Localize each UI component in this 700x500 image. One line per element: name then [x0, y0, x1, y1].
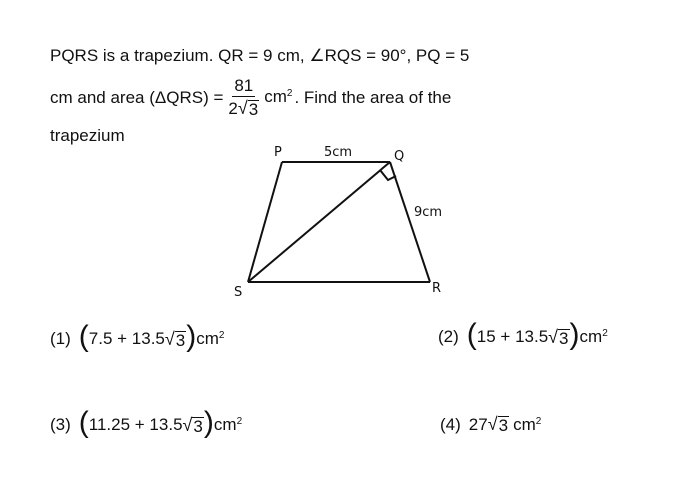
option-2[interactable]: (2) ( 15 + 13.5 √ 3 ) $cm^2$: [438, 318, 608, 351]
label-p: P: [274, 145, 282, 160]
option-4-expression: 27: [468, 414, 488, 434]
option-1[interactable]: (1) ( 7.5 + 13.5 √ 3 ) $cm^2$: [50, 320, 225, 353]
label-q: Q: [394, 149, 405, 164]
option-1-number: (1): [50, 329, 71, 348]
question-line-2: [50, 76, 451, 120]
option-2-number: (2): [438, 327, 459, 346]
area-unit: $cm^2$: [264, 86, 293, 106]
label-r: R: [432, 281, 442, 296]
option-4[interactable]: (4) 27 √ 3 $cm^2$: [440, 414, 542, 435]
side-qr: [390, 162, 430, 282]
option-2-expression: 15 + 13.5: [476, 327, 549, 346]
question-line-3: trapezium: [50, 126, 125, 145]
diagonal-qs: [248, 162, 390, 282]
option-3-unit: $cm^2$: [213, 415, 243, 434]
trapezium-figure: [222, 138, 462, 298]
label-qr-length: 9cm: [414, 205, 443, 220]
question-line-2-prefix: cm and area (ΔQRS) =: [50, 88, 224, 107]
area-den-radicand: 3: [248, 100, 259, 119]
area-denominator: [226, 97, 261, 120]
option-3-number: (3): [50, 415, 71, 434]
option-3[interactable]: (3) ( 11.25 + 13.5 √ 3 ) $cm^2$: [50, 406, 243, 439]
area-fraction: [226, 76, 261, 120]
sqrt-symbol: √ 3: [237, 98, 259, 119]
option-4-number: (4): [440, 414, 461, 434]
area-numerator: 81: [234, 76, 254, 95]
option-3-expression: 11.25 + 13.5: [88, 415, 183, 434]
option-1-unit: $cm^2$: [196, 329, 225, 348]
question-line-1: PQRS is a trapezium. QR = 9 cm, ∠RQS = 90°, PQ = 5: [50, 46, 470, 65]
label-pq-length: 5cm: [324, 145, 353, 160]
area-den-coefficient: 2: [228, 99, 238, 118]
option-2-unit: $cm^2$: [579, 327, 608, 346]
question-line-2-suffix: . Find the area of the: [294, 88, 452, 107]
label-s: S: [234, 285, 243, 298]
option-4-unit: $cm^2$: [513, 414, 542, 434]
side-sp: [248, 162, 282, 282]
option-1-expression: 7.5 + 13.5: [88, 329, 165, 348]
